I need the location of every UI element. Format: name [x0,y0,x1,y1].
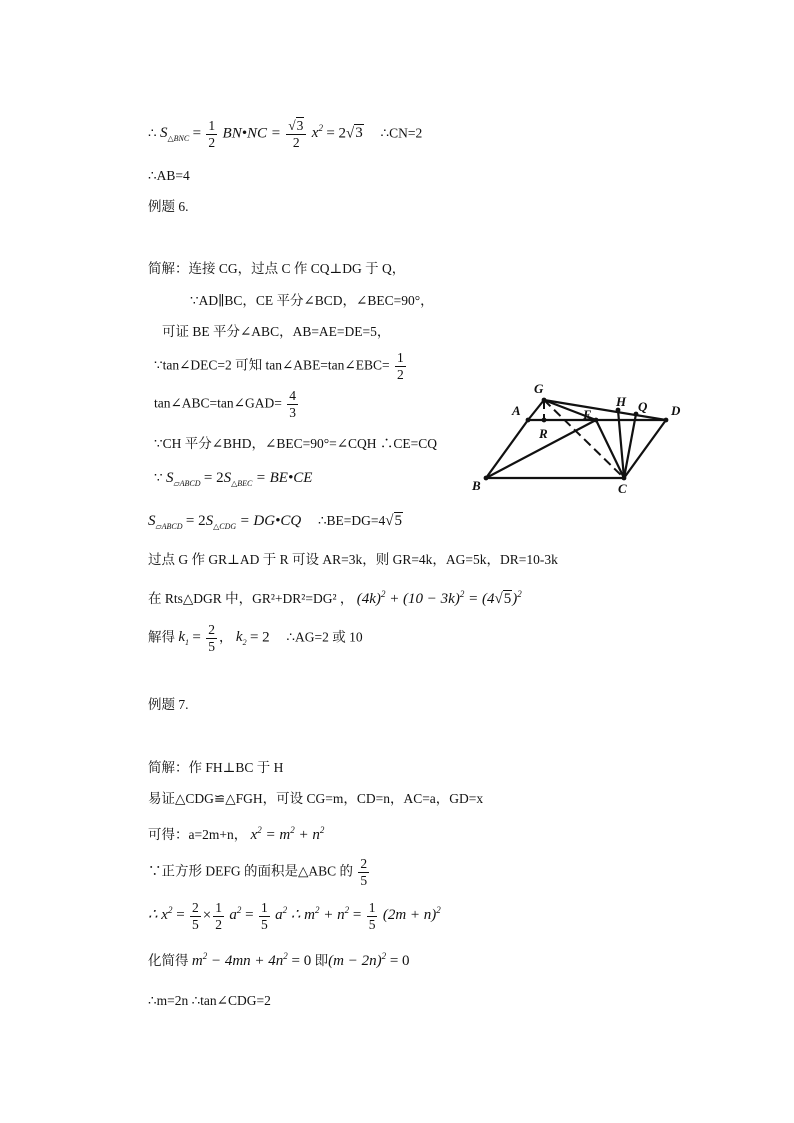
label-b: B [472,478,481,493]
line-solve-k [148,622,363,655]
label-e: E [583,407,592,422]
line-ch-bisect: ∵CH 平分∠BHD，∠BEC=90°=∠CQH ∴CE=CQ [154,436,438,451]
pythagoras-text: 在 Rts△DGR 中，GR²+DR²=DG² ， [148,591,354,606]
fraction-two-fifths: $\frac{2}{5}$ [360,856,368,888]
area-subscript: ▱ABCD [173,479,201,488]
product-expr: BN•NC = [222,125,281,142]
area-symbol: S [159,125,168,142]
point-r [542,418,547,423]
term: a [275,907,283,924]
exponent: 2 [202,951,208,961]
line-area-bnc [148,118,422,151]
geometry-figure [468,380,718,495]
area-subscript: △CDG [213,522,237,531]
term: = m [261,827,291,843]
term: = (4 [464,591,495,607]
exponent: 2 [318,123,323,134]
exponent: 2 [459,589,465,599]
x-var: x [311,125,319,142]
segment-ag [528,400,544,420]
equals: = [192,125,202,142]
tan-abc-text: tan∠ABC=tan∠GAD= [154,395,282,411]
exponent: 2 [236,905,242,916]
exponent: 2 [436,905,441,916]
solution-intro-7: 简解：作 FH⊥BC 于 H [148,760,284,775]
point-a [526,418,531,423]
point-e [594,418,599,423]
ag-result: ∴AG=2 或 10 [286,629,363,645]
exponent: 2 [257,825,262,835]
area-subscript: △BNC [167,134,190,144]
fraction-half: $\frac{1}{2}$ [208,118,216,150]
fraction-four-thirds: $\frac{4}{3}$ [289,388,296,420]
simplify-text: 化简得 [148,953,189,968]
area-symbol: S [165,470,174,486]
fraction-one-half: $\frac{1}{2}$ [396,350,404,382]
product-expr: = BE•CE [255,470,313,486]
line-a-expr [148,826,324,843]
heading-example-7: 例题 7. [148,697,189,712]
equals-two: = 2 [203,470,224,486]
equals-two: = 2 [326,125,347,142]
term: + (10 − 3k) [385,591,460,607]
line-area-abcd-cdg [148,514,403,531]
namely: 即 [314,953,329,968]
fraction-one-fifth: $\frac{1}{5}$ [260,900,268,932]
point-g [542,398,547,403]
therefore-symbol: ∴ [148,125,157,141]
exponent: 2 [282,905,288,916]
cn-result: ∴CN=2 [380,125,423,141]
point-b [484,476,489,481]
comma: ， [219,629,233,645]
label-g: G [534,381,544,396]
equals-two: = 2 [185,513,206,529]
term: m [191,953,203,969]
fraction-two-fifths: $\frac{2}{5}$ [192,900,199,932]
exponent: 2 [315,905,320,916]
line-area-abcd-bec [154,471,312,488]
solve-text: 解得 [148,629,175,645]
area-symbol: S [148,513,156,529]
line-tan-dec [154,350,408,383]
label-q: Q [638,399,648,414]
line-gr-perp: 过点 G 作 GR⊥AD 于 R 可设 AR=3k，则 GR=4k，AG=5k，DR=10-3k [148,552,558,567]
area-subscript: △BEC [231,479,253,488]
exponent: 2 [167,905,173,916]
line-x-squared [148,900,441,933]
equals: = [241,907,254,924]
fraction-sqrt3-over-2: $\frac{√3}{2}$ [286,118,306,151]
exponent: 2 [290,825,295,835]
product-expr: = DG•CQ [239,513,302,529]
area-symbol: S [205,513,214,529]
line-result-tan: ∴m=2n ∴tan∠CDG=2 [148,993,271,1008]
exponent: 2 [380,589,386,599]
solution-intro-6: 简解：连接 CG，过点 C 作 CQ⊥DG 于 Q， [148,261,406,276]
sqrt-3: √3 [346,125,363,142]
fraction-two-fifths: $\frac{2}{5}$ [208,622,216,654]
exponent: 2 [517,589,522,599]
label-d: D [671,403,681,418]
area-subscript: ▱ABCD [155,522,183,531]
term: + n [319,907,345,924]
fraction-one-fifth: $\frac{1}{5}$ [368,900,376,932]
line-tan-abc [154,388,300,421]
term: ∴ m [287,907,315,924]
line-ab: ∴AB=4 [148,168,190,183]
line-pythagoras [148,590,522,607]
sqrt-5: √5 [385,513,403,529]
label-h: H [616,394,627,409]
a-expr-text: 可得：a=2m+n， [148,827,248,842]
equals: = [349,907,362,924]
tan-text: ∵tan∠DEC=2 可知 tan∠ABE=tan∠EBC= [154,357,390,373]
term: + n [294,827,320,843]
term: ∴ x [148,907,168,924]
k-var: k [178,629,186,646]
sqrt-5: √5 [494,591,512,607]
term: (m − 2n) [328,953,382,969]
area-symbol: S [223,470,232,486]
term: x [250,827,258,843]
heading-example-6: 例题 6. [148,199,189,214]
term: (4k) [356,591,381,607]
label-a: A [512,403,521,418]
label-c: C [618,481,627,495]
segment-gd [544,400,666,420]
term: − 4mn + 4n [207,953,284,969]
square-area-text: ∵正方形 DEFG 的面积是△ABC 的 [148,863,354,879]
line-square-area [148,856,371,889]
k-var: k [235,629,243,646]
line-be-bisect: 可证 BE 平分∠ABC，AB=AE=DE=5， [162,324,391,339]
equals-zero: = 0 [386,953,410,969]
subscript: 2 [242,638,247,648]
times: × [202,907,212,924]
equals: = [172,907,185,924]
equals-two: = 2 [249,629,270,646]
term: a [229,907,237,924]
exponent: 2 [381,951,387,961]
exponent: 2 [344,905,350,916]
equals-zero: = 0 [287,953,312,969]
subscript: 1 [185,638,190,648]
term: (2m + n) [382,907,437,924]
be-dg-result: ∴BE=DG=4 [317,513,386,528]
term: ) [512,591,518,607]
exponent: 2 [319,825,325,835]
line-congruent: 易证△CDG≌△FGH，可设 CG=m，CD=n，AC=a，GD=x [148,791,484,806]
fraction-one-half: $\frac{1}{2}$ [215,900,223,932]
point-c [622,476,627,481]
exponent: 2 [283,951,288,961]
segment-ab [486,420,528,478]
label-r: R [539,426,548,441]
line-simplify [148,952,410,969]
line-ad-parallel: ∵AD∥BC，CE 平分∠BCD，∠BEC=90°， [190,293,434,308]
because-symbol: ∵ [154,470,163,485]
point-d [664,418,669,423]
equals: = [192,629,201,646]
